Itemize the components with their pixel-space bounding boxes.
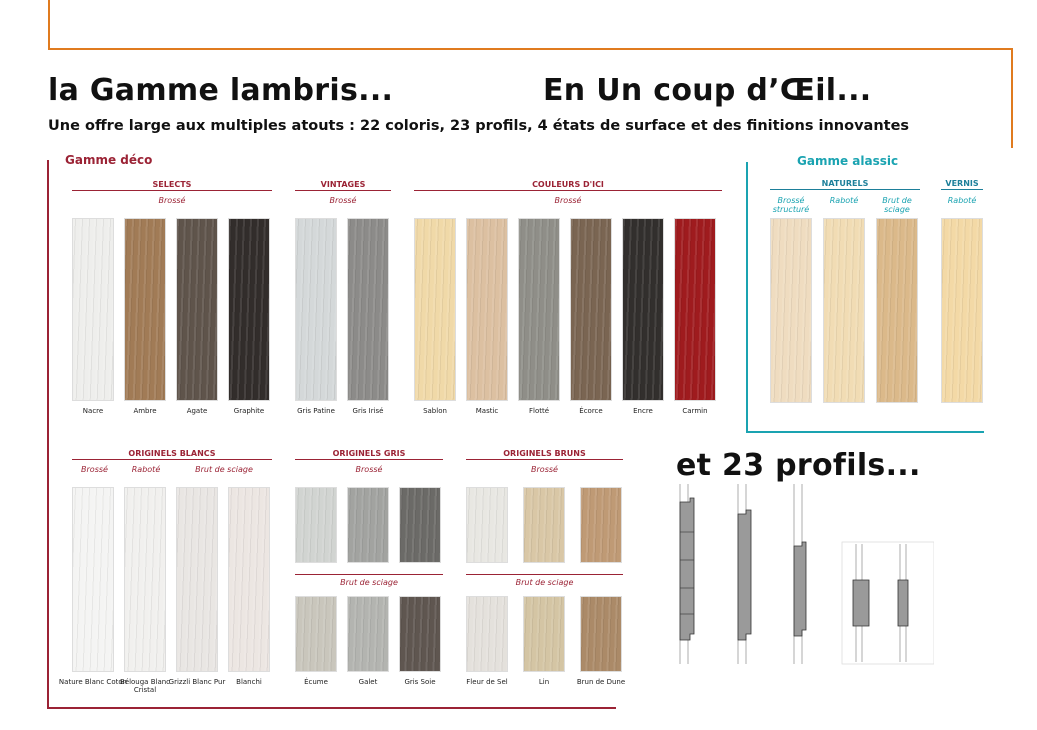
wood-swatch [622,218,664,401]
swatch-caption: Blanchi [236,678,262,686]
profils-title: et 23 profils... [676,448,921,483]
group-naturels-label: NATURELS [770,179,920,190]
wood-swatch [228,487,270,672]
originels-gris-finish-top: Brossé [355,465,383,474]
wood-swatch [770,218,812,403]
wood-swatch [347,596,389,672]
wood-swatch [399,487,441,563]
swatch-caption: Écume [304,678,328,686]
swatch-caption: Ambre [133,407,157,415]
swatch-caption: Mastic [475,407,499,415]
group-originels-gris-label: ORIGINELS GRIS [295,449,443,460]
group-couleurs-finish: Brossé [554,196,582,205]
swatch-finish-label: Brut de sciage [882,196,912,214]
swatch-caption: Gris Soie [404,678,436,686]
originels-gris-divider [295,574,443,575]
profiles-illustration [672,484,934,668]
wood-swatch [674,218,716,401]
originels-gris-finish-bottom: Brut de sciage [340,578,398,587]
wood-swatch [399,596,441,672]
swatch-caption: Gris Irisé [352,407,384,415]
swatch-caption: Graphite [233,407,265,415]
group-vintages-label: VINTAGES [295,180,391,191]
wood-swatch [176,218,218,401]
swatch-caption: Nature Blanc Coton [58,678,128,686]
group-couleurs-label: COULEURS D'ICI [414,180,722,191]
group-selects-label: SELECTS [72,180,272,191]
wood-swatch [295,218,337,401]
top-frame-line [48,0,1013,50]
originels-blancs-finish-1: Brossé [81,465,108,474]
originels-blancs-finish-2: Raboté [131,465,161,474]
page-subtitle: Une offre large aux multiples atouts : 22 coloris, 23 profils, 4 états de surface et des finitions innovantes [48,118,910,134]
wood-swatch [72,487,114,672]
wood-swatch [228,218,270,401]
swatch-caption: Brun de Dune [576,678,626,686]
swatch-caption: Galet [358,678,378,686]
wood-swatch [295,596,337,672]
wood-swatch [580,596,622,672]
wood-swatch [876,218,918,403]
wood-swatch [295,487,337,563]
group-originels-blancs-label: ORIGINELS BLANCS [72,449,272,460]
originels-bruns-finish-bottom: Brut de sciage [515,578,574,587]
swatch-caption: Lin [538,678,550,686]
originels-bruns-finish-top: Brossé [531,465,558,474]
swatch-caption: Bélouga Blanc Cristal [119,678,171,694]
swatch-caption: Grizzli Blanc Pur [168,678,226,686]
wood-swatch [414,218,456,401]
group-selects-finish: Brossé [158,196,186,205]
group-vernis-label: VERNIS [941,179,983,190]
swatch-caption: Agate [186,407,208,415]
swatch-caption: Nacre [82,407,104,415]
wood-swatch [518,218,560,401]
gamme-deco-title: Gamme déco [65,153,153,167]
wood-swatch [466,487,508,563]
swatch-caption: Gris Patine [297,407,335,415]
swatch-finish-label: Brossé structuré [772,196,810,214]
wood-swatch [580,487,622,563]
group-originels-bruns-label: ORIGINELS BRUNS [466,449,623,460]
group-vintages-finish: Brossé [329,196,357,205]
page-title-left: la Gamme lambris... [48,73,394,108]
swatch-finish-label: Raboté [829,196,859,205]
swatch-caption: Sablon [423,407,447,415]
page-title-right: En Un coup d’Œil... [543,73,872,108]
wood-swatch [124,218,166,401]
swatch-caption: Fleur de Sel [466,678,508,686]
wood-swatch [124,487,166,672]
swatch-caption: Carmin [682,407,708,415]
swatch-caption: Encre [633,407,653,415]
wood-swatch [72,218,114,401]
right-frame-line [1011,50,1013,148]
swatch-caption: Flotté [528,407,550,415]
swatch-caption: Écorce [579,407,603,415]
wood-swatch [466,218,508,401]
wood-swatch [523,596,565,672]
swatch-finish-label: Raboté [947,196,977,205]
wood-swatch [466,596,508,672]
wood-swatch [347,487,389,563]
gamme-deco-tick [47,160,49,166]
wood-swatch [941,218,983,403]
originels-blancs-finish-3: Brut de sciage [195,465,253,474]
wood-swatch [523,487,565,563]
gamme-classic-title: Gamme alassic [797,154,899,168]
originels-bruns-divider [466,574,623,575]
wood-swatch [823,218,865,403]
wood-swatch [570,218,612,401]
wood-swatch [347,218,389,401]
wood-swatch [176,487,218,672]
